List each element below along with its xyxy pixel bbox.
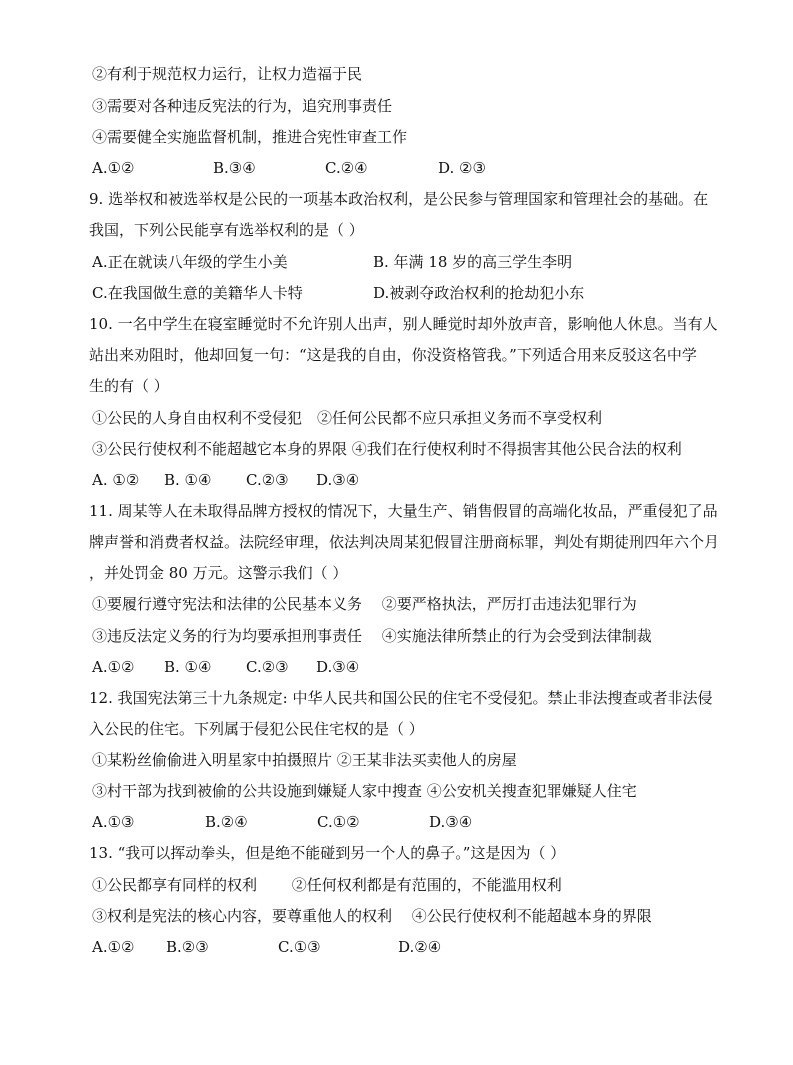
q12-option-d: D.③④ bbox=[429, 813, 473, 831]
q12-option-c: C.①② bbox=[317, 813, 360, 831]
q11-stem-line-3: ，并处罚金 80 万元。这警示我们（ ） bbox=[89, 564, 348, 582]
q10-option-c: C.②③ bbox=[246, 471, 289, 489]
q11-items-line-2: ③违反法定义务的行为均要承担刑事责任 ④实施法律所禁止的行为会受到法律制裁 bbox=[92, 627, 652, 645]
q11-option-d: D.③④ bbox=[316, 658, 360, 676]
q11-option-c: C.②③ bbox=[246, 658, 289, 676]
q9-option-c: C.在我国做生意的美籍华人卡特 bbox=[92, 284, 303, 302]
q11-option-b: B. ①④ bbox=[164, 658, 212, 676]
q12-items-line-2: ③村干部为找到被偷的公共设施到嫌疑人家中搜查 ④公安机关搜查犯罪嫌疑人住宅 bbox=[92, 782, 637, 800]
q13-items-line-2: ③权利是宪法的核心内容，要尊重他人的权利 ④公民行使权利不能超越本身的界限 bbox=[92, 907, 652, 925]
q9-stem-line-2: 我国，下列公民能享有选举权利的是（ ） bbox=[89, 221, 364, 239]
q10-items-line-1: ①公民的人身自由权利不受侵犯 ②任何公民都不应只承担义务而不享受权利 bbox=[92, 409, 603, 427]
q8-item-4: ④需要健全实施监督机制，推进合宪性审查工作 bbox=[92, 128, 408, 146]
q9-option-a: A.正在就读八年级的学生小美 bbox=[92, 253, 288, 271]
q8-option-d: D. ②③ bbox=[438, 159, 486, 177]
q11-items-line-1: ①要履行遵守宪法和法律的公民基本义务 ②要严格执法，严厉打击违法犯罪行为 bbox=[92, 595, 637, 613]
q11-option-a: A.①② bbox=[92, 658, 135, 676]
q13-items-line-1: ①公民都享有同样的权利 ②任何权利都是有范围的，不能滥用权利 bbox=[92, 876, 562, 894]
q9-option-d: D.被剥夺政治权利的抢劫犯小东 bbox=[373, 284, 585, 302]
q12-option-a: A.①③ bbox=[92, 813, 135, 831]
q8-item-3: ③需要对各种违反宪法的行为，追究刑事责任 bbox=[92, 97, 393, 115]
q11-stem-line-2: 牌声誉和消费者权益。法院经审理，依法判决周某犯假冒注册商标罪，判处有期徒刑四年六个月 bbox=[89, 533, 720, 551]
q9-option-b: B. 年满 18 岁的高三学生李明 bbox=[373, 253, 573, 271]
q9-stem-line-1: 9. 选举权和被选举权是公民的一项基本政治权利，是公民参与管理国家和管理社会的基础。在 bbox=[89, 190, 709, 208]
q10-items-line-2: ③公民行使权利不能超越它本身的界限 ④我们在行使权利时不得损害其他公民合法的权利 bbox=[92, 440, 682, 458]
q11-stem-line-1: 11. 周某等人在未取得品牌方授权的情况下，大量生产、销售假冒的高端化妆品，严重侵犯了品 bbox=[89, 502, 718, 520]
q12-option-b: B.②④ bbox=[205, 813, 248, 831]
q8-option-c: C.②④ bbox=[325, 159, 368, 177]
q10-option-d: D.③④ bbox=[316, 471, 360, 489]
q8-option-b: B.③④ bbox=[213, 159, 256, 177]
q13-option-c: C.①③ bbox=[278, 938, 321, 956]
q10-option-b: B. ①④ bbox=[164, 471, 212, 489]
q13-option-d: D.②④ bbox=[398, 938, 442, 956]
q13-stem-line-1: 13. “我可以挥动拳头，但是绝不能碰到另一个人的鼻子。”这是因为（ ） bbox=[89, 844, 566, 862]
q13-option-a: A.①② bbox=[92, 938, 135, 956]
q8-item-2: ②有利于规范权力运行，让权力造福于民 bbox=[92, 65, 363, 83]
q10-stem-line-2: 站出来劝阻时，他却回复一句：“这是我的自由，你没资格管我。”下列适合用来反驳这名中学 bbox=[89, 346, 697, 364]
q12-stem-line-1: 12. 我国宪法第三十九条规定: 中华人民共和国公民的住宅不受侵犯。禁止非法搜查或者非法侵 bbox=[89, 689, 713, 707]
q10-option-a: A. ①② bbox=[92, 471, 140, 489]
q10-stem-line-3: 生的有（ ） bbox=[89, 377, 169, 395]
q8-option-a: A.①② bbox=[92, 159, 135, 177]
q10-stem-line-1: 10. 一名中学生在寝室睡觉时不允许别人出声，别人睡觉时却外放声音，影响他人休息。当有人 bbox=[89, 315, 718, 333]
q12-items-line-1: ①某粉丝偷偷进入明星家中拍摄照片 ②王某非法买卖他人的房屋 bbox=[92, 751, 517, 769]
q12-stem-line-2: 入公民的住宅。下列属于侵犯公民住宅权的是（ ） bbox=[89, 720, 424, 738]
q13-option-b: B.②③ bbox=[166, 938, 209, 956]
